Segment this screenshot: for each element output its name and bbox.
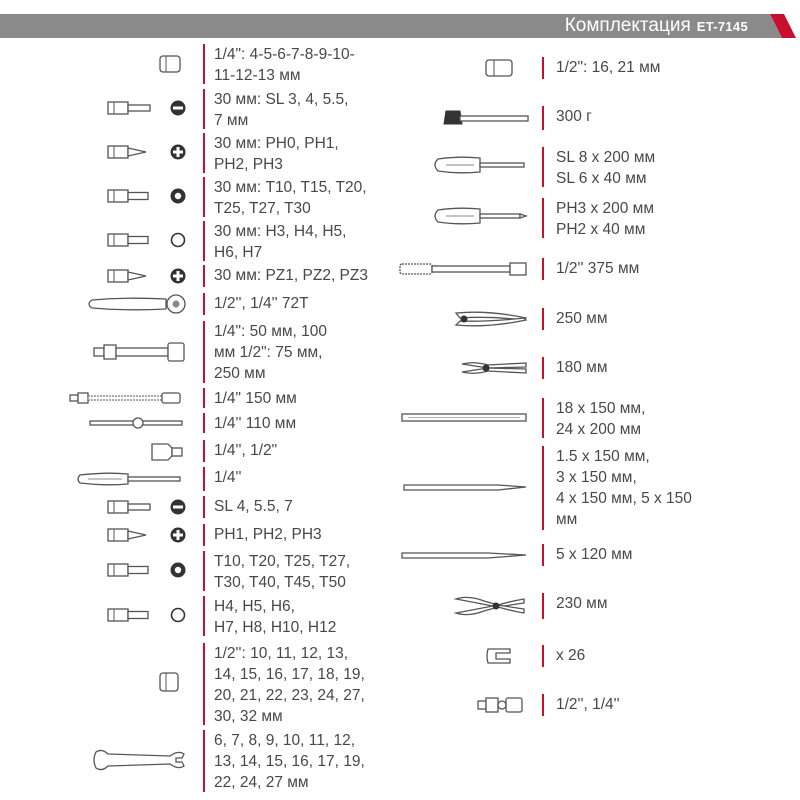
separator bbox=[203, 440, 205, 462]
separator bbox=[203, 730, 205, 792]
chisel-icon bbox=[398, 398, 530, 438]
deep-socket-icon bbox=[398, 57, 530, 79]
separator bbox=[203, 89, 205, 129]
item-text: SL 4, 5.5, 7 bbox=[214, 498, 293, 515]
item-text: 18 x 150 мм, 24 x 200 мм bbox=[556, 400, 646, 438]
item-text: T10, T20, T25, T27, T30, T40, T45, T50 bbox=[214, 553, 351, 591]
item-text: 1/4'', 1/2" bbox=[214, 442, 278, 459]
item-text: H4, H5, H6, H7, H8, H10, H12 bbox=[214, 598, 337, 636]
item-text: 1/4'' 110 мм bbox=[214, 415, 297, 432]
socket-short-icon bbox=[66, 44, 194, 84]
separator bbox=[542, 147, 544, 187]
hex-bit-icon bbox=[66, 221, 194, 261]
hex-bit-icon bbox=[66, 596, 194, 636]
torx-bit-icon bbox=[66, 177, 194, 217]
breaker-bar-icon bbox=[398, 258, 530, 280]
separator bbox=[203, 551, 205, 591]
item-text: 6, 7, 8, 9, 10, 11, 12, 13, 14, 15, 16, 17, 19, 22, 24, 27 мм bbox=[214, 732, 365, 791]
item-text: 1.5 x 150 мм, 3 x 150 мм, 4 x 150 мм, 5 x 150 мм bbox=[556, 448, 692, 528]
item-text: 300 г bbox=[556, 108, 592, 125]
separator bbox=[542, 308, 544, 330]
separator bbox=[203, 265, 205, 287]
phillips-screwdriver-icon bbox=[398, 198, 530, 238]
water-pump-pliers-icon bbox=[398, 308, 530, 330]
item-text: PH3 x 200 мм PH2 x 40 мм bbox=[556, 200, 654, 238]
t-handle-icon bbox=[66, 413, 194, 433]
separator bbox=[542, 258, 544, 280]
item-text: 1/4" 150 мм bbox=[214, 390, 297, 407]
screwdriver-handle-icon bbox=[66, 467, 194, 491]
separator bbox=[203, 467, 205, 491]
flexible-extension-icon bbox=[66, 388, 194, 408]
separator bbox=[542, 57, 544, 79]
side-cutter-pliers-icon bbox=[398, 593, 530, 619]
slotted-bit-icon bbox=[66, 89, 194, 129]
separator bbox=[203, 596, 205, 636]
separator bbox=[542, 398, 544, 438]
separator bbox=[542, 694, 544, 716]
item-text: 30 мм: PH0, PH1, PH2, PH3 bbox=[214, 135, 339, 173]
separator bbox=[203, 496, 205, 518]
item-text: SL 8 x 200 мм SL 6 x 40 мм bbox=[556, 149, 656, 187]
hammer-icon bbox=[398, 106, 530, 130]
item-text: 1/2": 16, 21 мм bbox=[556, 59, 661, 76]
separator bbox=[203, 524, 205, 546]
header-bar bbox=[0, 14, 800, 38]
item-text: 1/4": 4-5-6-7-8-9-10- 11-12-13 мм bbox=[214, 46, 355, 84]
bit-adapter-icon bbox=[66, 440, 194, 462]
separator bbox=[542, 357, 544, 379]
ratchet-icon bbox=[66, 293, 194, 315]
slotted-screwdriver-icon bbox=[398, 147, 530, 187]
separator bbox=[542, 446, 544, 530]
item-text: 30 мм: SL 3, 4, 5.5, 7 мм bbox=[214, 91, 349, 129]
item-text: 30 мм: T10, T15, T20, T25, T27, T30 bbox=[214, 179, 367, 217]
separator bbox=[542, 645, 544, 667]
center-punch-icon bbox=[398, 544, 530, 566]
separator bbox=[542, 198, 544, 238]
slotted-bit-icon bbox=[66, 496, 194, 518]
item-text: 1/2'' 375 мм bbox=[556, 260, 640, 277]
separator bbox=[203, 413, 205, 433]
universal-joint-icon bbox=[398, 694, 530, 716]
item-text: 30 мм: H3, H4, H5, H6, H7 bbox=[214, 223, 347, 261]
fork-clip-icon bbox=[398, 645, 530, 667]
item-text: 1/2'', 1/4'' bbox=[556, 696, 620, 713]
item-text: 1/4": 50 мм, 100 мм 1/2": 75 мм, 250 мм bbox=[214, 323, 327, 382]
item-text: 1/4'' bbox=[214, 469, 242, 486]
pozidriv-bit-icon bbox=[66, 265, 194, 287]
page-title: Комплектация bbox=[564, 15, 691, 36]
separator bbox=[203, 321, 205, 383]
item-text: 5 x 120 мм bbox=[556, 546, 633, 563]
separator bbox=[203, 293, 205, 315]
combination-pliers-icon bbox=[398, 357, 530, 379]
item-text: PH1, PH2, PH3 bbox=[214, 526, 322, 543]
phillips-bit-icon bbox=[66, 524, 194, 546]
item-text: 230 мм bbox=[556, 595, 608, 612]
item-text: 180 мм bbox=[556, 359, 608, 376]
separator bbox=[542, 593, 544, 619]
separator bbox=[203, 388, 205, 408]
separator bbox=[542, 544, 544, 566]
separator bbox=[203, 177, 205, 217]
separator bbox=[203, 221, 205, 261]
pin-punch-icon bbox=[398, 446, 530, 530]
item-text: 30 мм: PZ1, PZ2, PZ3 bbox=[214, 267, 368, 284]
extension-bar-icon bbox=[66, 321, 194, 383]
separator bbox=[203, 643, 205, 725]
item-text: 250 мм bbox=[556, 310, 608, 327]
header-title-group bbox=[565, 15, 748, 37]
combination-wrench-icon bbox=[66, 730, 194, 792]
separator bbox=[203, 133, 205, 173]
item-text: 1/2'': 10, 11, 12, 13, 14, 15, 16, 17, 18, 19, 20, 21, 22, 23, 24, 27, 30, 32 мм bbox=[214, 645, 365, 725]
phillips-bit-icon bbox=[66, 133, 194, 173]
torx-bit-icon bbox=[66, 551, 194, 591]
item-text: x 26 bbox=[556, 647, 586, 664]
socket-short-icon bbox=[66, 643, 194, 725]
separator bbox=[203, 44, 205, 84]
model-number: ET-7145 bbox=[696, 19, 748, 34]
item-text: 1/2'', 1/4'' 72T bbox=[214, 295, 309, 312]
separator bbox=[542, 106, 544, 130]
